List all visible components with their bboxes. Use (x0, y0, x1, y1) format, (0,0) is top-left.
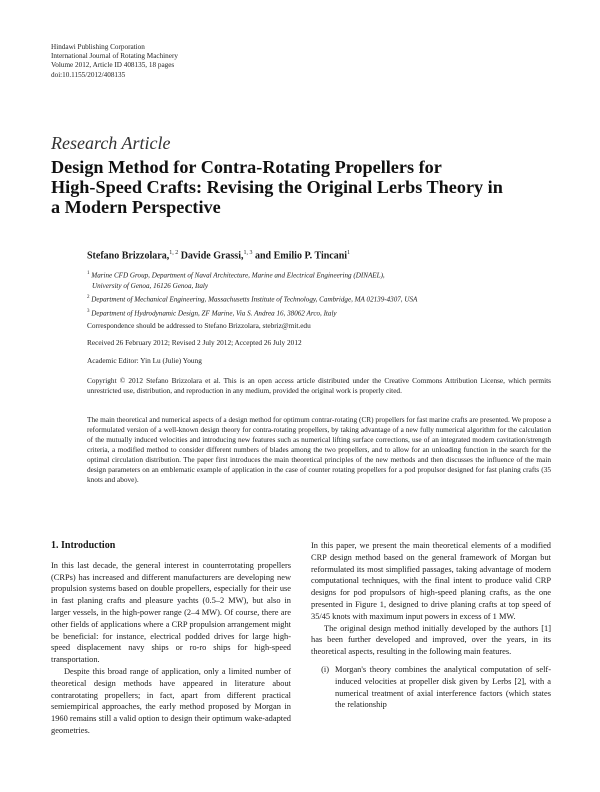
publisher: Hindawi Publishing Corporation (51, 43, 145, 51)
paragraph: In this paper, we present the main theoretical elements of a modified CRP design method based on the general framework of Morgan but reformulated its most simplified passages, taking advantage of modern computational techniques, with the final intent to produce valid CRP designs for pod propulsors of high-speed planing crafts, as the one presented in Figure 1, designed to drive planing crafts at top speed of 35/45 knots with maximum input powers in excess of 1 MW. (311, 541, 551, 621)
title-line: High-Speed Crafts: Revising the Original Lerbs Theory in (51, 177, 503, 197)
list-marker: (i) (321, 664, 329, 674)
affiliation-ref: 2 (87, 295, 90, 301)
affiliation-text: Marine CFD Group, Department of Naval Architecture, Marine and Electrical Engineering (DINAEL), (91, 271, 385, 280)
volume-info: Volume 2012, Article ID 408135, 18 pages (51, 61, 175, 70)
author-affil-ref: 1 (347, 250, 351, 256)
author-list (87, 250, 350, 261)
right-column (311, 540, 551, 711)
affiliations (87, 268, 417, 319)
article-type: Research Article (51, 133, 171, 153)
affiliation (87, 281, 417, 292)
author-affil-ref: 1, 3 (243, 250, 253, 256)
dates: Received 26 February 2012; Revised 2 July 2012; Accepted 26 July 2012 (87, 338, 302, 347)
affiliation-text: University of Genoa, 16126 Genoa, Italy (92, 282, 209, 291)
title-line: a Modern Perspective (51, 197, 221, 217)
section-heading: 1. Introduction (51, 540, 116, 551)
affiliation-ref: 3 (87, 308, 90, 314)
list-item (311, 664, 551, 711)
abstract: The main theoretical and numerical aspects of a design method for optimum contrar-rotating (CR) propellers for fast marine crafts are presented. We propose a reformulated version of a well-known design theory for contra-rotating propellers, by taking advantage of a new fully numerical algorithm for the calculation of the mutually induced velocities and introducing new features such as numerical lifting surface corrections, use of an integrated modern cavitation/strength criteria, a modified method to consider different numbers of blades among the two propellers, and to allow for an unloading function in the search for the optimal circulation distribution. The paper first introduces the main theoretical principles of the new methods and then discusses the influence of the main design parameters on an emblematic example of application in the case of counter rotating propellers for a pod propulsor designed for fast planing crafts (35 knots and above). (87, 415, 551, 484)
doi: doi:10.1155/2012/408135 (51, 70, 126, 79)
affiliation (87, 292, 417, 305)
paragraph: Despite this broad range of application, only a limited number of theoretical design methods have appeared in literature about contrarotating propellers; in fact, apart from different practical semiempirical approaches, the early method proposed by Morgan in 1960 remains still a valid option to design their optimum wake-adapted geometries. (51, 666, 291, 735)
author-name: Emilio P. Tincani (273, 250, 348, 262)
paragraph: The original design method initially developed by the authors [1] has been further developed and improved, over the years, in its theoretical aspects, resulting in the following main features. (311, 623, 551, 657)
affiliation (87, 306, 417, 319)
affiliation-ref: 1 (87, 271, 90, 276)
author-separator: and (252, 250, 274, 262)
affiliation-text: Department of Mechanical Engineering, Massachusetts Institute of Technology, Cambridge, MA 02139-4307, USA (91, 295, 418, 304)
author-name: Stefano Brizzolara, (87, 250, 170, 262)
paragraph: In this last decade, the general interest in counterrotating propellers (CRPs) has increased and different manufacturers are developing new propulsion systems based on double propellers, especially for their use in fast planing crafts and pleasure yachts (0.5–2 MW), but also in larger vessels, in the high-power range (2–4 MW). Of course, there are other fields of applications where a CRP propulsion arrangement might be beneficial: for instance, electrical podded drives for large high-speed displacement navy ships or ro-ro ships for high-speed transportation. (51, 560, 291, 665)
list-item-text: Morgan's theory combines the analytical computation of self-induced velocities at propeller disk given by Lerbs [2], with a numerical treatment of axial interference factors (which states the relationship (335, 664, 551, 710)
author-name: Davide Grassi, (180, 250, 244, 262)
author-affil-ref: 1, 2 (169, 250, 179, 256)
affiliation-text: Department of Hydrodynamic Design, ZF Marine, Via S. Andrea 16, 38062 Arco, Italy (91, 309, 337, 318)
left-column (51, 540, 291, 737)
journal-name: International Journal of Rotating Machinery (51, 52, 178, 61)
correspondence: Correspondence should be addressed to Stefano Brizzolara, stebriz@mit.edu (87, 321, 311, 330)
affiliation (87, 268, 417, 281)
paper-title (51, 157, 551, 217)
academic-editor: Academic Editor: Yin Lu (Julie) Young (87, 356, 202, 365)
journal-header (51, 43, 178, 80)
title-line: Design Method for Contra-Rotating Propellers for (51, 157, 442, 177)
copyright: Copyright © 2012 Stefano Brizzolara et al. This is an open access article distributed under the Creative Commons Attribution License, which permits unrestricted use, distribution, and reproduction in any medium, provided the original work is properly cited. (87, 376, 551, 395)
